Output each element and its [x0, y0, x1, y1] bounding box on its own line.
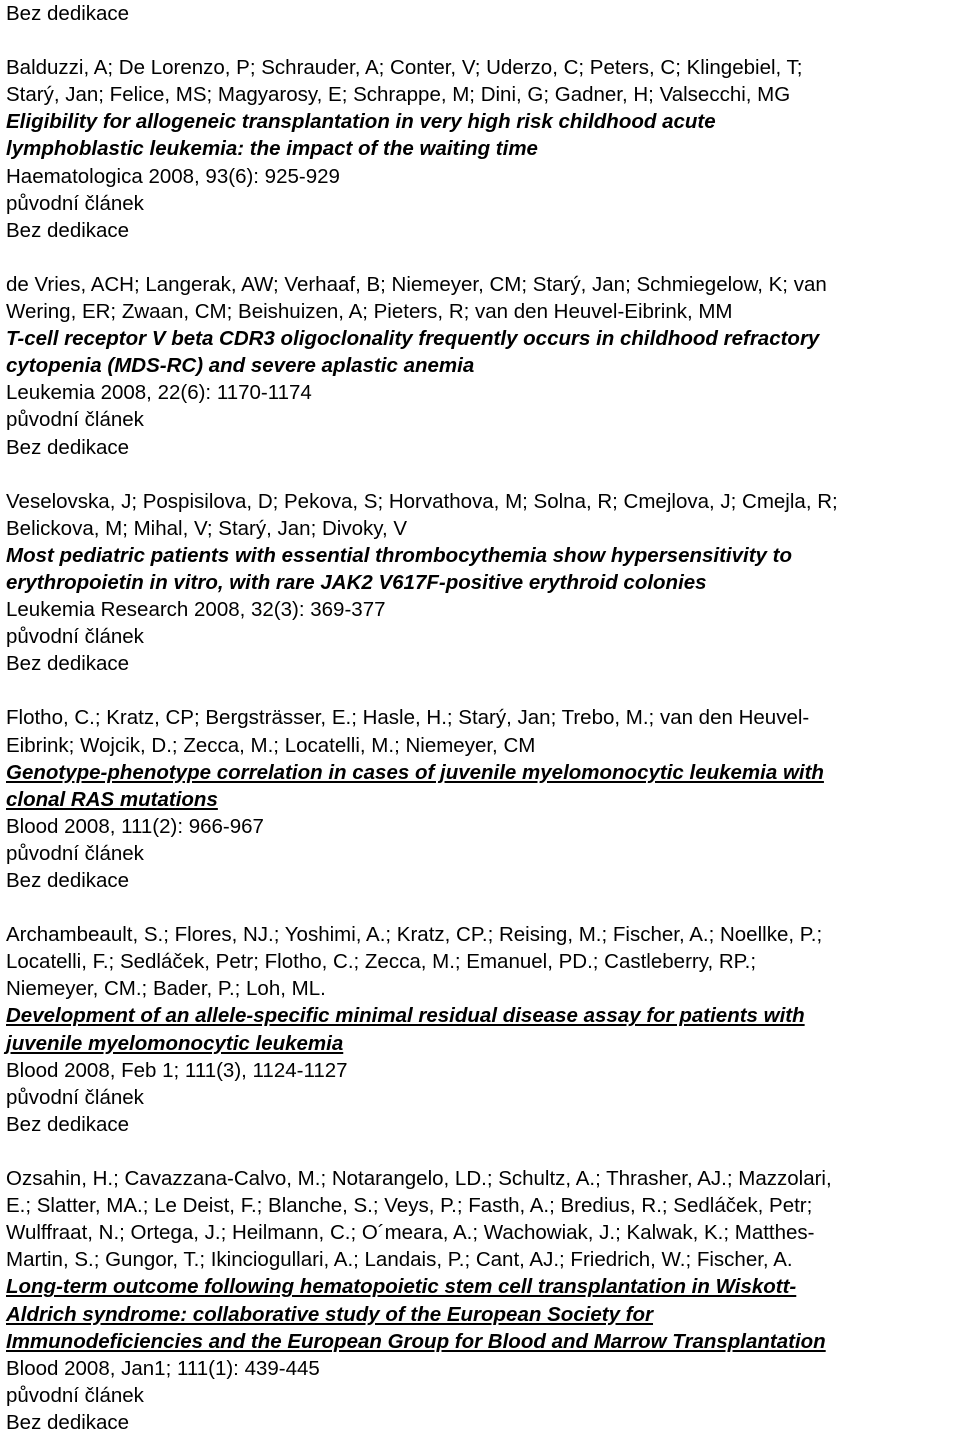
article-title: juvenile myelomonocytic leukemia	[6, 1031, 344, 1055]
article-title: Genotype-phenotype correlation in cases of juvenile myelomonocytic leukemia with	[6, 760, 824, 784]
dedication: Bez dedikace	[6, 652, 130, 676]
title-line	[6, 108, 958, 135]
author-line: Flotho, C.; Kratz, CP; Bergsträsser, E.; Hasle, H.; Starý, Jan; Trebo, M.; van den Heuvel-	[6, 706, 810, 730]
publication-entry	[6, 1165, 958, 1436]
entries	[6, 54, 958, 1436]
author-line: Veselovska, J; Pospisilova, D; Pekova, S; Horvathova, M; Solna, R; Cmejlova, J; Cmejla, R;	[6, 489, 838, 513]
journal-source: Blood 2008, Jan1; 111(1): 439-445	[6, 1356, 320, 1380]
article-title: clonal RAS mutations	[6, 787, 218, 811]
publication-entry	[6, 488, 958, 678]
publication-list	[6, 0, 958, 1436]
title-line	[6, 569, 958, 596]
author-line: Wering, ER; Zwaan, CM; Beishuizen, A; Pieters, R; van den Heuvel-Eibrink, MM	[6, 300, 733, 324]
title-line	[6, 1328, 958, 1355]
article-title: cytopenia (MDS-RC) and severe aplastic anemia	[6, 354, 475, 378]
title-line	[6, 542, 958, 569]
publication-entry	[6, 704, 958, 894]
author-line: Belickova, M; Mihal, V; Starý, Jan; Divoky, V	[6, 516, 408, 540]
author-line: Ozsahin, H.; Cavazzana-Calvo, M.; Notarangelo, LD.; Schultz, A.; Thrasher, AJ.; Mazzolari,	[6, 1167, 832, 1191]
article-type: původní článek	[6, 408, 144, 432]
publication-entry	[6, 271, 958, 461]
article-title: erythropoietin in vitro, with rare JAK2 V617F-positive erythroid colonies	[6, 570, 707, 594]
journal-source: Leukemia Research 2008, 32(3): 369-377	[6, 598, 386, 622]
article-type: původní článek	[6, 625, 144, 649]
author-line: E.; Slatter, MA.; Le Deist, F.; Blanche, S.; Veys, P.; Fasth, A.; Bredius, R.; Sedláček, Petr;	[6, 1194, 813, 1218]
article-title: Immunodeficiencies and the European Group for Blood and Marrow Transplantation	[6, 1329, 826, 1353]
dedication: Bez dedikace	[6, 435, 130, 459]
title-line	[6, 1030, 958, 1057]
article-type: původní článek	[6, 1085, 144, 1109]
journal-source: Leukemia 2008, 22(6): 1170-1174	[6, 381, 312, 405]
journal-source: Blood 2008, 111(2): 966-967	[6, 814, 264, 838]
author-line: Eibrink; Wojcik, D.; Zecca, M.; Locatelli, M.; Niemeyer, CM	[6, 733, 536, 757]
journal-source: Haematologica 2008, 93(6): 925-929	[6, 164, 340, 188]
title-line	[6, 325, 958, 352]
article-title: Aldrich syndrome: collaborative study of the European Society for	[6, 1302, 654, 1326]
article-title: Eligibility for allogeneic transplantation in very high risk childhood acute	[6, 110, 716, 134]
title-line	[6, 786, 958, 813]
publication-entry	[6, 54, 958, 244]
dedication: Bez dedikace	[6, 1410, 130, 1434]
author-line: Balduzzi, A; De Lorenzo, P; Schrauder, A; Conter, V; Uderzo, C; Peters, C; Klingebiel, T;	[6, 56, 803, 80]
author-line: Starý, Jan; Felice, MS; Magyarosy, E; Schrappe, M; Dini, G; Gadner, H; Valsecchi, MG	[6, 83, 791, 107]
dedication: Bez dedikace	[6, 1112, 130, 1136]
article-title: Most pediatric patients with essential thrombocythemia show hypersensitivity to	[6, 543, 792, 567]
title-line	[6, 352, 958, 379]
author-line: Wulffraat, N.; Ortega, J.; Heilmann, C.; O´meara, A.; Wachowiak, J.; Kalwak, K.; Matthes-	[6, 1221, 815, 1245]
article-type: původní článek	[6, 1383, 144, 1407]
article-title: lymphoblastic leukemia: the impact of the waiting time	[6, 137, 538, 161]
author-line: de Vries, ACH; Langerak, AW; Verhaaf, B; Niemeyer, CM; Starý, Jan; Schmiegelow, K; van	[6, 272, 827, 296]
author-line: Locatelli, F.; Sedláček, Petr; Flotho, C.; Zecca, M.; Emanuel, PD.; Castleberry, RP.;	[6, 950, 757, 974]
title-line	[6, 759, 958, 786]
author-line: Niemeyer, CM.; Bader, P.; Loh, ML.	[6, 977, 326, 1001]
title-line	[6, 1301, 958, 1328]
author-line: Archambeault, S.; Flores, NJ.; Yoshimi, A.; Kratz, CP.; Reising, M.; Fischer, A.; Noellke, P.;	[6, 923, 823, 947]
article-type: původní článek	[6, 191, 144, 215]
article-type: původní článek	[6, 841, 144, 865]
header-dedication: Bez dedikace	[6, 2, 130, 25]
title-line	[6, 1273, 958, 1300]
dedication: Bez dedikace	[6, 218, 130, 242]
article-title: Long-term outcome following hematopoietic stem cell transplantation in Wiskott-	[6, 1275, 797, 1299]
author-line: Martin, S.; Gungor, T.; Ikinciogullari, A.; Landais, P.; Cant, AJ.; Friedrich, W.; Fischer, A.	[6, 1248, 793, 1272]
title-line	[6, 135, 958, 162]
dedication: Bez dedikace	[6, 869, 130, 892]
journal-source: Blood 2008, Feb 1; 111(3), 1124-1127	[6, 1058, 348, 1082]
publication-entry	[6, 921, 958, 1138]
article-title: Development of an allele-specific minimal residual disease assay for patients with	[6, 1004, 805, 1028]
article-title: T-cell receptor V beta CDR3 oligoclonality frequently occurs in childhood refractory	[6, 327, 820, 351]
title-line	[6, 1002, 958, 1029]
